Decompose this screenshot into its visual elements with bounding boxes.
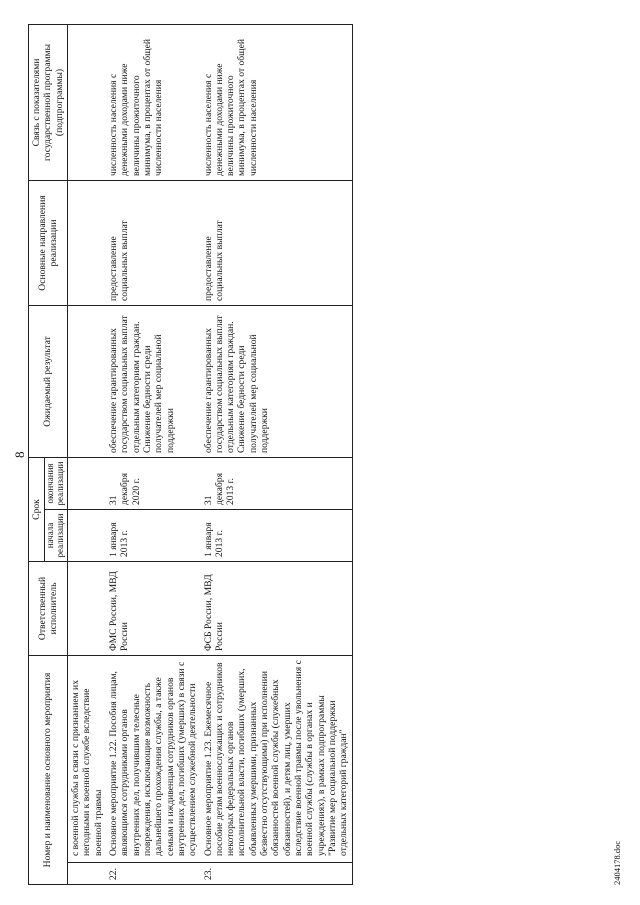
responsible-executor: ФМС России, МВД России xyxy=(106,561,201,655)
measure-name: Основное мероприятие 1.23. Ежемесячное пособие детям военнослужащих и сотрудников некоторых федеральных органов исполнительной власти, погибших (умерших, объявленных умершими, признанных безвестно отсутствующими) при исполнении обязанностей военной службы (служебных обязанностей), и детям лиц, умерших вследствие военной травмы после увольнения с военной службы (службы в органах и учреждениях), в рамках подпрограммы "Развитие мер социальной поддержки отдельных категорий граждан" xyxy=(201,655,353,862)
header-term-end: окончания реализации xyxy=(45,457,68,509)
program-measures-table xyxy=(28,24,353,885)
expected-result: обеспечение гарантированных государством социальных выплат отдельным категориям граждан. Снижение бедности среди получателей мер социальной поддержки xyxy=(106,305,201,457)
header-result: Ожидаемый результат xyxy=(29,305,68,457)
main-directions: предоставление социальных выплат xyxy=(106,180,201,305)
header-name: Номер и наименование основного мероприятия xyxy=(29,655,68,884)
responsible-executor: ФСБ России, МВД России xyxy=(201,561,353,655)
table-row xyxy=(201,24,353,884)
term-end: 31 декабря 2020 г. xyxy=(106,457,201,509)
row-number: 23. xyxy=(201,863,353,885)
term-start: 1 января 2013 г. xyxy=(106,509,201,561)
page-number: 8 xyxy=(12,451,27,458)
table-row xyxy=(106,24,201,884)
document-footer: 2404178.doc xyxy=(612,840,622,885)
term-start: 1 января 2013 г. xyxy=(201,509,353,561)
indicator-link: численность населения с денежными доходами ниже величины прожиточного минимума, в процентах от общей численности населения xyxy=(106,24,201,180)
header-link: Связь с показателями государственной программы (подпрограммы) xyxy=(29,24,68,180)
header-directions: Основные направления реализации xyxy=(29,180,68,305)
term-end: 31 декабря 2013 г. xyxy=(201,457,353,509)
header-term-start: начала реализации xyxy=(45,509,68,561)
main-directions: предоставление социальных выплат xyxy=(201,180,353,305)
continuation-text: с военной службы в связи с признанием их негодными к военной службе вследствие военной травмы xyxy=(68,655,106,862)
row-number: 22. xyxy=(106,863,201,885)
header-executor: Ответственный исполнитель xyxy=(29,561,68,655)
table-row-continuation xyxy=(68,24,106,884)
measure-name: Основное мероприятие 1.22. Пособия лицам, являющимся сотрудниками органов внутренних дел, получившим телесные повреждения, исключающие возможность дальнейшего прохождения службы, а также семьям и иждивенцам сотрудников органов внутренних дел, погибших (умерших) в связи с осуществлением служебной деятельности xyxy=(106,655,201,862)
expected-result: обеспечение гарантированных государством социальных выплат отдельным категориям граждан. Снижение бедности среди получателей мер социальной поддержки xyxy=(201,305,353,457)
indicator-link: численность населения с денежными доходами ниже величины прожиточного минимума, в процентах от общей численности населения xyxy=(201,24,353,180)
header-term: Срок xyxy=(29,457,45,561)
